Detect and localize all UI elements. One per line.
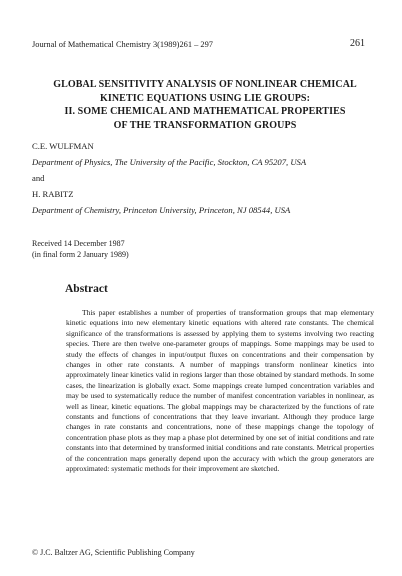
author-affiliation: Department of Physics, The University of the Pacific, Stockton, CA 95207, USA <box>32 157 307 167</box>
abstract-text: This paper establishes a number of properties of transformation groups that map elementary kinetic equations into new elementary kinetic equations with altered rate constants. The chemical significance of the transformations is assessed by applying them to systems involving two reacting species. There are then twelve one-parameter groups of mappings. Some mappings may be used to study the effects of changes in input/output fluxes on concentrations and their compensation by changes in other rate constants. A number of mappings transform nonlinear kinetics into approximately linear kinetics valid in regions larger than those obtained by standard methods. In some cases, the linearization is globally exact. Some mappings create lumped concentration variables and may be used to systematically reduce the number of manifest concentration variables in nonlinear, as well as linear, kinetic equations. The global mappings may be characterized by the functions of rate constants and functions of concentrations that they leave invariant. Although they produce large changes in rate constants and concentrations, none of these mappings change the topology of concentration phase plots as they map a phase plot determined by one set of initial conditions and rate constants into that determined by transformed initial conditions and rate constants. Metrical properties of the concentration maps generally depend upon the accuracy with which the group generators are approximated: systematic methods for their improvement are sketched. <box>66 308 374 474</box>
title-line: OF THE TRANSFORMATION GROUPS <box>113 119 297 131</box>
title-line: GLOBAL SENSITIVITY ANALYSIS OF NONLINEAR CHEMICAL <box>53 79 357 90</box>
author-block <box>32 138 377 218</box>
final-form-date: (in final form 2 January 1989) <box>32 249 129 259</box>
author-affiliation: Department of Chemistry, Princeton University, Princeton, NJ 08544, USA <box>32 205 291 215</box>
received-date: Received 14 December 1987 <box>32 239 125 248</box>
title-line: II. SOME CHEMICAL AND MATHEMATICAL PROPERTIES <box>64 106 346 117</box>
title-line: KINETIC EQUATIONS USING LIE GROUPS: <box>99 92 311 104</box>
journal-citation: Journal of Mathematical Chemistry 3(1989)261 – 297 <box>32 40 213 49</box>
abstract-text-block <box>66 308 374 475</box>
copyright-notice: © J.C. Baltzer AG, Scientific Publishing Company <box>32 548 195 557</box>
author-name: H. RABITZ <box>32 189 74 199</box>
abstract-heading: Abstract <box>65 283 108 295</box>
received-dates <box>32 239 129 260</box>
page-number: 261 <box>350 38 365 49</box>
author-name: C.E. WULFMAN <box>32 141 94 151</box>
article-title <box>40 78 370 132</box>
author-conjunction: and <box>32 173 45 183</box>
